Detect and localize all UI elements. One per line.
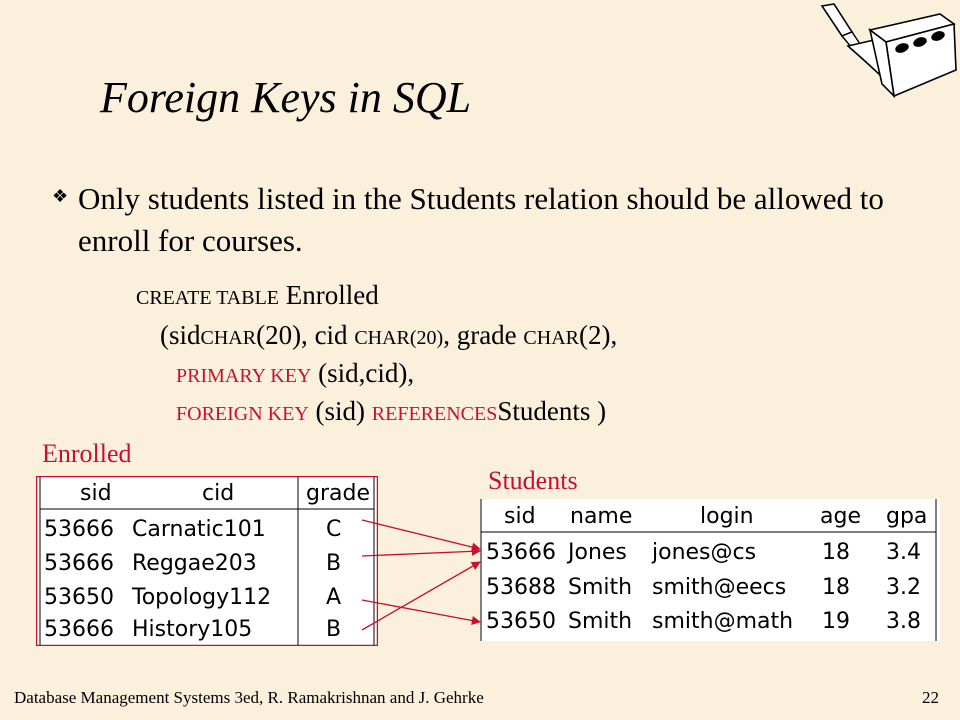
sql-keyword: REFERENCES [371,403,498,425]
students-cell-name: Smith [568,609,633,634]
sql-text: (sid,cid), [318,358,415,388]
sql-text: (sid [160,320,201,350]
enrolled-cell-grade: B [326,617,342,642]
enrolled-table-label: Enrolled [42,439,132,468]
footer-credit: Database Management Systems 3ed, R. Ramakrishnan and J. Gehrke [14,688,484,707]
students-header-name: name [570,504,633,529]
students-cell-gpa: 3.8 [886,609,921,634]
enrolled-cell-sid: 53650 [44,585,114,610]
enrolled-cell-sid: 53666 [44,551,114,576]
slide-title: Foreign Keys in SQL [100,73,472,122]
students-cell-name: Smith [568,575,633,600]
enrolled-cell-cid: Carnatic101 [132,517,266,542]
enrolled-cell-grade: A [326,585,342,610]
enrolled-cell-grade: B [326,551,342,576]
fk-arrow [362,562,480,630]
enrolled-cell-cid: Topology112 [132,585,272,610]
sql-text: cid [314,320,348,350]
sql-text: (2), [579,320,618,350]
enrolled-cell-sid: 53666 [44,517,114,542]
students-cell-sid: 53650 [486,609,556,634]
students-header-gpa: gpa [886,504,928,529]
enrolled-header-grade: grade [306,481,370,506]
sql-keyword: CREATE TABLE [136,287,280,309]
enrolled-cell-sid: 53666 [44,617,114,642]
page-number: 22 [922,688,939,707]
enrolled-cell-cid: History105 [132,617,253,642]
diamond-bullet-icon: ❖ [52,186,69,206]
bullet-text: Only students listed in the Students relation should be allowed to enroll for courses. [78,181,884,258]
enrolled-cell-cid: Reggae203 [132,551,257,576]
students-header-login: login [700,504,754,529]
sql-text: (sid) [315,396,366,426]
enrolled-cell-grade: C [326,517,342,542]
students-cell-age: 18 [822,540,850,565]
sql-text: Students ) [497,396,607,426]
students-cell-login: smith@math [652,609,794,634]
students-cell-sid: 53666 [486,540,556,565]
students-cell-sid: 53688 [486,575,556,600]
sql-table-name: Enrolled [285,280,379,310]
students-cell-age: 19 [822,609,850,634]
students-cell-gpa: 3.2 [886,575,921,600]
students-header-sid: sid [504,504,536,529]
students-cell-login: smith@eecs [652,575,787,600]
students-cell-login: jones@cs [652,540,757,565]
students-header-age: age [820,504,861,529]
sql-keyword: PRIMARY KEY [176,365,312,387]
sql-type: CHAR [200,327,257,349]
fk-arrow [362,520,480,549]
sql-text: grade [456,320,517,350]
sql-keyword: FOREIGN KEY [176,403,309,425]
students-cell-name: Jones [568,540,627,565]
sql-type: CHAR(20) [354,327,444,349]
students-table-label: Students [488,466,578,495]
sql-type: CHAR [523,327,579,349]
enrolled-header-sid: sid [80,481,112,506]
sql-text: (20), [256,320,308,350]
students-cell-gpa: 3.4 [886,540,921,565]
sql-text: , [443,320,450,350]
enrolled-header-cid: cid [202,481,235,506]
fk-arrow [362,600,480,622]
fk-arrow [362,551,480,556]
students-cell-age: 18 [822,575,850,600]
